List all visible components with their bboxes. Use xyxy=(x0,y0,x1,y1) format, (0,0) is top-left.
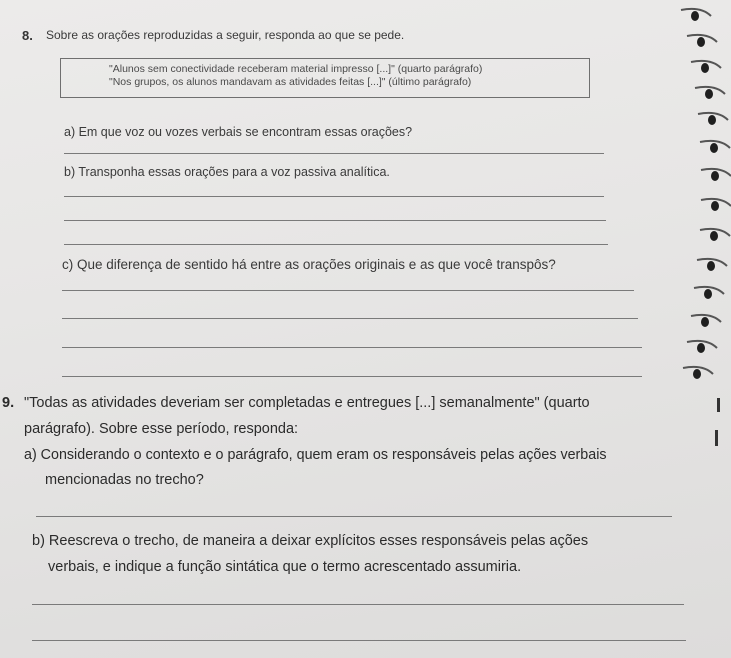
answer-line-8b-2 xyxy=(64,220,606,221)
answer-line-8b-3 xyxy=(64,244,608,245)
question-8c: c) Que diferença de sentido há entre as orações originais e as que você transpôs? xyxy=(62,257,556,272)
spiral-binding xyxy=(651,0,731,658)
question-9-prompt-line2: parágrafo). Sobre esse período, responda: xyxy=(24,421,299,437)
question-9-number: 9. xyxy=(2,395,15,411)
answer-line-9b-2 xyxy=(32,640,686,641)
question-8-prompt: Sobre as orações reproduzidas a seguir, responda ao que se pede. xyxy=(46,28,405,42)
question-9a-line2: mencionadas no trecho? xyxy=(45,472,204,488)
answer-line-9a xyxy=(36,516,672,517)
answer-line-8c-1 xyxy=(62,290,634,291)
answer-line-9b-1 xyxy=(32,604,684,605)
question-9a-line1: a) Considerando o contexto e o parágrafo, quem eram os responsáveis pelas ações verbais xyxy=(24,447,607,463)
answer-line-8c-4 xyxy=(62,376,642,377)
answer-line-8b-1 xyxy=(64,196,604,197)
question-9b-line1: b) Reescreva o trecho, de maneira a deixar explícitos esses responsáveis pelas ações xyxy=(32,533,589,549)
question-8b: b) Transponha essas orações para a voz passiva analítica. xyxy=(64,165,390,179)
quote-box xyxy=(60,58,590,98)
question-8a: a) Em que voz ou vozes verbais se encontram essas orações? xyxy=(64,125,413,139)
quote-line-1: "Alunos sem conectividade receberam material impresso [...]" (quarto parágrafo) xyxy=(109,63,483,75)
answer-line-8c-3 xyxy=(62,347,642,348)
quote-line-2: "Nos grupos, os alunos mandavam as atividades feitas [...]" (último parágrafo) xyxy=(109,76,472,88)
question-8-number: 8. xyxy=(22,28,33,43)
question-9-prompt-line1: "Todas as atividades deveriam ser completadas e entregues [...] semanalmente" (quarto xyxy=(24,395,590,411)
answer-line-8c-2 xyxy=(62,318,638,319)
answer-line-8a xyxy=(64,153,604,154)
question-9b-line2: verbais, e indique a função sintática que o termo acrescentado assumiria. xyxy=(48,559,522,575)
